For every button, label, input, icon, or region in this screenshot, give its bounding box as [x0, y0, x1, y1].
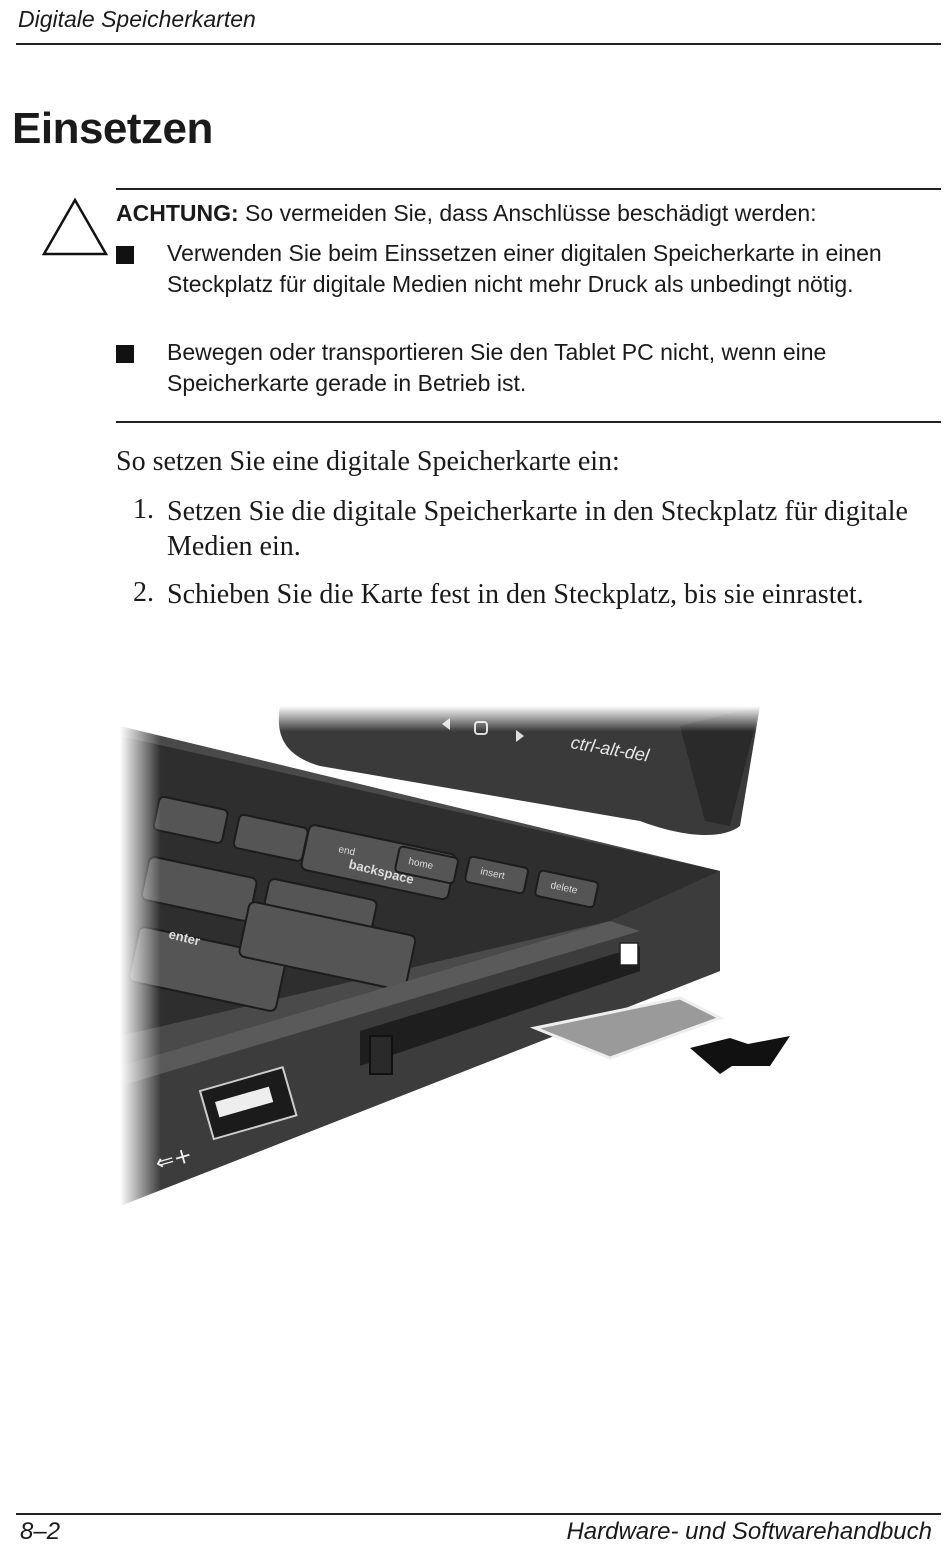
step-number: 1. [133, 494, 154, 525]
caution-bottom-divider [116, 421, 941, 423]
intro-text: So setzen Sie eine digitale Speicherkarte ein: [116, 446, 620, 477]
step-number: 2. [133, 577, 154, 608]
card-insertion-illustration [120, 706, 800, 1216]
warning-triangle-icon [40, 196, 110, 258]
section-title: Digitale Speicherkarten [18, 6, 256, 32]
caution-item: Verwenden Sie beim Einssetzen einer digitalen Speicherkarte in einen Steckplatz für digitale Medien nicht mehr Druck als unbedingt nötig. [167, 240, 882, 297]
book-title: Hardware- und Softwarehandbuch [566, 1518, 932, 1545]
page-number: 8–2 [20, 1518, 61, 1545]
bullet-square-icon [116, 246, 134, 264]
page-title: Einsetzen [12, 104, 213, 153]
caution-top-divider [116, 188, 941, 190]
caution-item: Bewegen oder transportieren Sie den Tablet PC nicht, wenn eine Speicherkarte gerade in Betrieb ist. [167, 339, 827, 396]
caution-label: ACHTUNG: [116, 200, 239, 226]
step-text: Schieben Sie die Karte fest in den Steckplatz, bis sie einrastet. [167, 579, 864, 610]
header-divider [16, 43, 941, 45]
caution-heading [116, 200, 817, 227]
step-text: Setzen Sie die digitale Speicherkarte in den Steckplatz für digitale Medien ein. [167, 496, 908, 562]
caution-intro: So vermeiden Sie, dass Anschlüsse beschädigt werden: [238, 200, 817, 226]
bullet-square-icon [116, 345, 134, 363]
footer-divider [16, 1513, 941, 1515]
